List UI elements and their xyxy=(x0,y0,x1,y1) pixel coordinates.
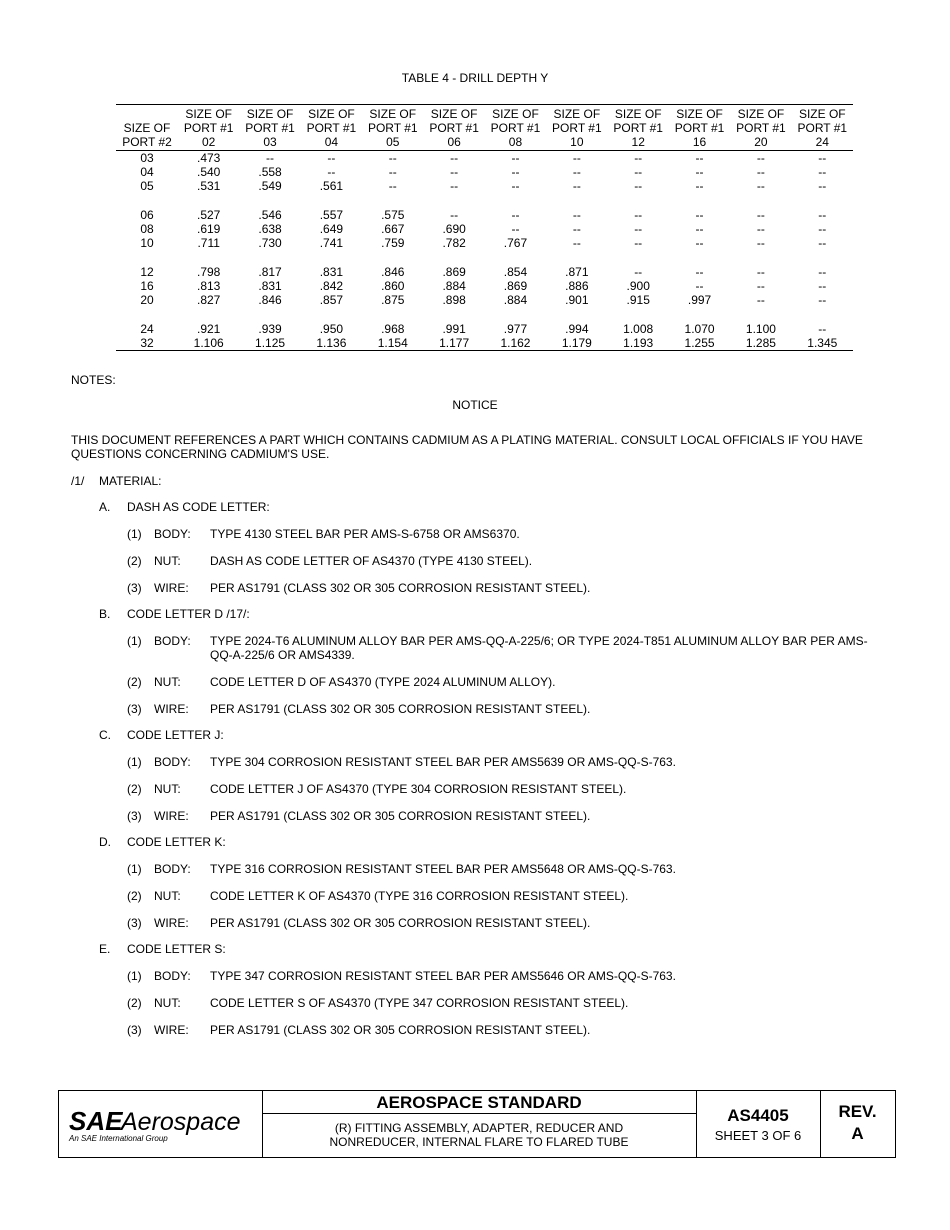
item-number: (1) xyxy=(127,969,142,983)
table-cell: .842 xyxy=(319,279,344,293)
column-header xyxy=(546,105,607,151)
table-cell: .782 xyxy=(442,236,466,250)
table-cell: .871 xyxy=(565,265,589,279)
item-number: (1) xyxy=(127,527,142,541)
notice-heading: NOTICE xyxy=(452,398,498,412)
header-line: 08 xyxy=(508,135,523,149)
table-cell: -- xyxy=(634,222,643,236)
item-number: (1) xyxy=(127,862,142,876)
header-line: PORT #1 xyxy=(245,121,295,135)
table-cell: -- xyxy=(511,151,520,165)
table-cell: -- xyxy=(818,179,827,193)
header-line: 24 xyxy=(815,135,829,149)
logo-sae-text: SAE xyxy=(69,1106,123,1136)
title-block xyxy=(58,1090,896,1158)
table-cell: -- xyxy=(695,236,704,250)
row-header-cell: 32 xyxy=(140,336,154,350)
table-row xyxy=(116,222,853,236)
item-text: TYPE 4130 STEEL BAR PER AMS-S-6758 OR AMS6370. xyxy=(210,527,520,541)
table-cell: -- xyxy=(511,165,520,179)
column-header xyxy=(485,105,546,151)
table-row xyxy=(116,322,853,336)
column-header xyxy=(608,105,669,151)
item-text: TYPE 316 CORROSION RESISTANT STEEL BAR PER AMS5648 OR AMS-QQ-S-763. xyxy=(210,862,676,876)
item-label: NUT: xyxy=(154,782,181,796)
table-cell: 1.193 xyxy=(623,336,654,350)
row-header-cell: 16 xyxy=(140,279,154,293)
table-cell: .575 xyxy=(381,208,405,222)
table-cell: -- xyxy=(695,151,704,165)
item-text: CODE LETTER K OF AS4370 (TYPE 316 CORROSION RESISTANT STEEL). xyxy=(210,889,629,903)
column-header xyxy=(239,105,300,151)
table-cell: .857 xyxy=(319,293,344,307)
item-text: CODE LETTER J OF AS4370 (TYPE 304 CORROSION RESISTANT STEEL). xyxy=(210,782,627,796)
row-header-cell: 24 xyxy=(140,322,154,336)
header-line: 12 xyxy=(631,135,645,149)
table-cell: .730 xyxy=(258,236,282,250)
table-row xyxy=(116,208,853,222)
table-cell: .546 xyxy=(258,208,282,222)
row-group-spacer xyxy=(116,307,853,322)
header-line: PORT #1 xyxy=(183,121,234,135)
header-line: SIZE OF xyxy=(737,107,785,121)
table-cell: .869 xyxy=(503,279,528,293)
table-cell: .649 xyxy=(319,222,344,236)
table-cell: -- xyxy=(511,179,520,193)
column-header xyxy=(423,105,484,151)
item-label: NUT: xyxy=(154,996,181,1010)
table-cell: -- xyxy=(818,165,827,179)
table-cell: 1.154 xyxy=(377,336,408,350)
item-label: NUT: xyxy=(154,675,181,689)
note-title: MATERIAL: xyxy=(99,474,162,488)
table-cell: .994 xyxy=(565,322,589,336)
table-cell: -- xyxy=(327,151,336,165)
table-cell: .619 xyxy=(197,222,221,236)
header-line: SIZE OF xyxy=(798,107,846,121)
table-cell: .921 xyxy=(197,322,221,336)
table-cell: -- xyxy=(818,279,827,293)
table-cell: -- xyxy=(450,165,459,179)
item-number: (1) xyxy=(127,755,142,769)
table-cell: .741 xyxy=(319,236,344,250)
table-cell: .968 xyxy=(381,322,405,336)
item-text: TYPE 347 CORROSION RESISTANT STEEL BAR PER AMS5646 OR AMS-QQ-S-763. xyxy=(210,969,676,983)
table-cell: 1.177 xyxy=(439,336,470,350)
item-label: WIRE: xyxy=(154,1023,189,1037)
item-text: DASH AS CODE LETTER OF AS4370 (TYPE 4130 STEEL). xyxy=(210,554,533,568)
row-header-cell: 12 xyxy=(140,265,154,279)
note-marker: /1/ xyxy=(71,474,85,488)
table-cell: .846 xyxy=(258,293,282,307)
row-header-cell: 03 xyxy=(140,151,154,165)
header-line: SIZE OF xyxy=(430,107,478,121)
table-row xyxy=(116,293,853,307)
header-line: SIZE OF xyxy=(369,107,417,121)
table-cell: .900 xyxy=(626,279,650,293)
table-title: TABLE 4 - DRILL DEPTH Y xyxy=(401,71,549,85)
item-number: (2) xyxy=(127,675,142,689)
table-cell: .875 xyxy=(381,293,405,307)
table-cell: -- xyxy=(756,293,765,307)
table-cell: -- xyxy=(756,236,765,250)
item-text: PER AS1791 (CLASS 302 OR 305 CORROSION RESISTANT STEEL). xyxy=(210,702,591,716)
header-line: PORT #2 xyxy=(122,135,172,149)
table-cell: .884 xyxy=(503,293,528,307)
table-cell: 1.008 xyxy=(623,322,654,336)
header-line: SIZE OF xyxy=(492,107,539,121)
table-cell: .759 xyxy=(381,236,405,250)
table-row xyxy=(116,336,853,351)
table-cell: .767 xyxy=(503,236,528,250)
drill-depth-table xyxy=(116,104,853,351)
item-number: (2) xyxy=(127,782,142,796)
header-line: SIZE OF xyxy=(676,107,723,121)
header-line: 04 xyxy=(324,135,339,149)
table-row xyxy=(116,151,853,166)
logo-tagline: An SAE International Group xyxy=(69,1134,168,1143)
table-cell: -- xyxy=(695,165,704,179)
table-cell: -- xyxy=(266,151,275,165)
document-number-cell xyxy=(696,1091,821,1157)
item-text: PER AS1791 (CLASS 302 OR 305 CORROSION RESISTANT STEEL). xyxy=(210,581,591,595)
table-cell: .915 xyxy=(626,293,650,307)
section-title: CODE LETTER J: xyxy=(127,728,224,742)
table-body xyxy=(116,151,853,351)
item-number: (1) xyxy=(127,634,142,648)
table-cell: .860 xyxy=(381,279,405,293)
notice-text: THIS DOCUMENT REFERENCES A PART WHICH CONTAINS CADMIUM AS A PLATING MATERIAL. CONSULT LOCAL OFFICIALS IF YOU HAVE QUESTIONS CONCERNING CADMIUM'S USE. xyxy=(71,433,863,461)
table-cell: 1.125 xyxy=(255,336,286,350)
document-title-line-1: (R) FITTING ASSEMBLY, ADAPTER, REDUCER AND xyxy=(334,1121,624,1135)
table-cell: -- xyxy=(695,265,704,279)
section-letter: E. xyxy=(99,942,111,956)
item-label: BODY: xyxy=(154,755,191,769)
section-letter: D. xyxy=(99,835,111,849)
item-text: PER AS1791 (CLASS 302 OR 305 CORROSION RESISTANT STEEL). xyxy=(210,809,591,823)
header-line: 16 xyxy=(692,135,707,149)
item-label: BODY: xyxy=(154,634,191,648)
section-letter: A. xyxy=(99,500,111,514)
table-cell: .558 xyxy=(258,165,282,179)
table-cell: -- xyxy=(818,265,827,279)
table-cell: -- xyxy=(756,165,765,179)
header-line: PORT #1 xyxy=(797,121,848,135)
header-line: SIZE OF xyxy=(246,107,294,121)
table-cell: -- xyxy=(511,222,520,236)
table-cell: -- xyxy=(818,236,827,250)
table-cell: -- xyxy=(634,236,643,250)
table-cell: .846 xyxy=(381,265,405,279)
table-cell: .527 xyxy=(197,208,221,222)
table-cell: -- xyxy=(756,208,765,222)
table-cell: -- xyxy=(572,222,581,236)
item-label: WIRE: xyxy=(154,916,189,930)
table-cell: 1.136 xyxy=(316,336,347,350)
column-header xyxy=(178,105,239,151)
table-row xyxy=(116,265,853,279)
table-cell: -- xyxy=(388,151,397,165)
table-cell: -- xyxy=(818,293,827,307)
row-header-cell: 10 xyxy=(140,236,154,250)
table-cell: -- xyxy=(818,322,827,336)
table-cell: 1.100 xyxy=(745,322,776,336)
table-cell: -- xyxy=(695,208,704,222)
item-label: BODY: xyxy=(154,527,191,541)
title-cell xyxy=(262,1091,697,1157)
logo-cell xyxy=(59,1091,263,1157)
revision-cell xyxy=(820,1091,895,1157)
table-cell: -- xyxy=(388,165,397,179)
item-text: TYPE 304 CORROSION RESISTANT STEEL BAR PER AMS5639 OR AMS-QQ-S-763. xyxy=(210,755,676,769)
table-cell: -- xyxy=(388,179,397,193)
table-cell: .997 xyxy=(687,293,712,307)
item-number: (3) xyxy=(127,916,142,930)
table-cell: -- xyxy=(756,151,765,165)
spacer-cell xyxy=(116,307,853,322)
table-cell: -- xyxy=(818,222,827,236)
revision-label: REV. xyxy=(838,1102,877,1121)
table-cell: -- xyxy=(818,151,827,165)
row-header-cell: 08 xyxy=(140,222,154,236)
table-cell: .557 xyxy=(319,208,344,222)
table-cell: -- xyxy=(634,265,643,279)
table-cell: 1.106 xyxy=(193,336,224,350)
table-cell: .690 xyxy=(442,222,466,236)
table-cell: .827 xyxy=(197,293,221,307)
item-number: (2) xyxy=(127,554,142,568)
column-header xyxy=(730,105,791,151)
table-cell: 1.179 xyxy=(561,336,592,350)
sae-aerospace-logo xyxy=(59,1091,262,1157)
header-row xyxy=(116,105,853,151)
header-line: SIZE OF xyxy=(553,107,601,121)
table-cell: .950 xyxy=(319,322,344,336)
header-line: PORT #1 xyxy=(490,121,541,135)
row-group-spacer xyxy=(116,250,853,265)
table-cell: -- xyxy=(756,279,765,293)
header-line: 10 xyxy=(570,135,584,149)
section-title: CODE LETTER K: xyxy=(127,835,226,849)
header-line: PORT #1 xyxy=(552,121,602,135)
table-cell: .869 xyxy=(442,265,466,279)
table-cell: .473 xyxy=(197,151,221,165)
table-cell: .831 xyxy=(258,279,282,293)
column-header xyxy=(301,105,362,151)
table-cell: -- xyxy=(634,165,643,179)
table-cell: .531 xyxy=(197,179,221,193)
header-line: SIZE OF xyxy=(614,107,662,121)
section-title: CODE LETTER S: xyxy=(127,942,226,956)
table-header xyxy=(116,105,853,151)
table-cell: -- xyxy=(634,179,643,193)
item-label: BODY: xyxy=(154,969,191,983)
header-line: 06 xyxy=(447,135,461,149)
header-line xyxy=(116,107,178,121)
table-cell: -- xyxy=(756,179,765,193)
column-header xyxy=(116,105,178,151)
item-label: WIRE: xyxy=(154,702,189,716)
row-header-cell: 20 xyxy=(140,293,154,307)
table-cell: -- xyxy=(511,208,520,222)
table-cell: 1.070 xyxy=(684,322,715,336)
row-header-cell: 06 xyxy=(140,208,154,222)
table-cell: .798 xyxy=(197,265,221,279)
table-cell: .854 xyxy=(503,265,528,279)
table-cell: .939 xyxy=(258,322,282,336)
table-cell: 1.345 xyxy=(807,336,838,350)
table-cell: .886 xyxy=(565,279,589,293)
document-number: AS4405 xyxy=(727,1106,789,1125)
item-label: NUT: xyxy=(154,554,181,568)
table-row xyxy=(116,165,853,179)
header-line: PORT #1 xyxy=(613,121,663,135)
row-header-cell: 05 xyxy=(140,179,154,193)
table-cell: -- xyxy=(572,165,581,179)
section-title: DASH AS CODE LETTER: xyxy=(127,500,270,514)
table-cell: -- xyxy=(818,208,827,222)
item-number: (2) xyxy=(127,889,142,903)
header-line: SIZE OF xyxy=(308,107,355,121)
table-cell: .540 xyxy=(197,165,221,179)
table-cell: .831 xyxy=(319,265,344,279)
document-title xyxy=(262,1121,696,1149)
table-cell: -- xyxy=(756,222,765,236)
table-cell: .991 xyxy=(442,322,466,336)
table-cell: -- xyxy=(695,179,704,193)
item-number: (3) xyxy=(127,809,142,823)
table-cell: .901 xyxy=(565,293,589,307)
notes-label: NOTES: xyxy=(71,373,116,387)
item-number: (2) xyxy=(127,996,142,1010)
item-number: (3) xyxy=(127,702,142,716)
spacer-cell xyxy=(116,250,853,265)
spacer-cell xyxy=(116,193,853,208)
header-line: PORT #1 xyxy=(367,121,418,135)
header-line: PORT #1 xyxy=(429,121,479,135)
section-title: CODE LETTER D /17/: xyxy=(127,607,250,621)
item-number: (3) xyxy=(127,581,142,595)
table-cell: 1.285 xyxy=(745,336,776,350)
header-line: PORT #1 xyxy=(674,121,725,135)
table-cell: .638 xyxy=(258,222,282,236)
table-row xyxy=(116,179,853,193)
table-cell: .817 xyxy=(258,265,282,279)
column-header xyxy=(669,105,730,151)
document-title-line-2: NONREDUCER, INTERNAL FLARE TO FLARED TUBE xyxy=(329,1135,629,1149)
column-header xyxy=(362,105,423,151)
standard-heading: AEROSPACE STANDARD xyxy=(262,1091,696,1114)
item-label: WIRE: xyxy=(154,809,189,823)
table-cell: -- xyxy=(450,208,459,222)
table-cell: 1.162 xyxy=(500,336,531,350)
item-text: TYPE 2024-T6 ALUMINUM ALLOY BAR PER AMS-QQ-A-225/6; OR TYPE 2024-T851 ALUMINUM ALLOY BAR PER AMS-QQ-A-225/6 OR AMS4339. xyxy=(210,634,868,662)
table-cell: -- xyxy=(634,208,643,222)
table-cell: -- xyxy=(695,279,704,293)
item-label: WIRE: xyxy=(154,581,189,595)
header-line: 20 xyxy=(754,135,768,149)
column-header xyxy=(792,105,853,151)
table-cell: .884 xyxy=(442,279,466,293)
header-line: PORT #1 xyxy=(736,121,786,135)
item-number: (3) xyxy=(127,1023,142,1037)
table-cell: .711 xyxy=(197,236,220,250)
logo-aerospace-text: Aerospace xyxy=(121,1108,241,1136)
item-label: NUT: xyxy=(154,889,181,903)
table-row xyxy=(116,279,853,293)
item-text: PER AS1791 (CLASS 302 OR 305 CORROSION RESISTANT STEEL). xyxy=(210,916,591,930)
row-group-spacer xyxy=(116,193,853,208)
item-text: CODE LETTER S OF AS4370 (TYPE 347 CORROSION RESISTANT STEEL). xyxy=(210,996,629,1010)
header-line: 02 xyxy=(202,135,216,149)
header-line: SIZE OF xyxy=(123,121,171,135)
table-cell: .549 xyxy=(258,179,282,193)
row-header-cell: 04 xyxy=(140,165,154,179)
revision-value: A xyxy=(851,1124,864,1143)
header-line: 03 xyxy=(263,135,277,149)
table-cell: .898 xyxy=(442,293,466,307)
section-letter: B. xyxy=(99,607,111,621)
section-letter: C. xyxy=(99,728,111,742)
table-cell: -- xyxy=(572,179,581,193)
table-cell: -- xyxy=(572,208,581,222)
sheet-number: SHEET 3 OF 6 xyxy=(714,1128,802,1143)
table-cell: -- xyxy=(695,222,704,236)
table-cell: .813 xyxy=(197,279,221,293)
table-cell: -- xyxy=(756,265,765,279)
table-cell: -- xyxy=(327,165,336,179)
header-line: PORT #1 xyxy=(306,121,357,135)
table-row xyxy=(116,236,853,250)
table-cell: .667 xyxy=(381,222,405,236)
table-cell: -- xyxy=(572,236,581,250)
table-cell: 1.255 xyxy=(684,336,715,350)
table-cell: .561 xyxy=(319,179,344,193)
header-line: SIZE OF xyxy=(185,107,233,121)
table-cell: .977 xyxy=(503,322,528,336)
table-cell: -- xyxy=(450,179,459,193)
item-text: PER AS1791 (CLASS 302 OR 305 CORROSION RESISTANT STEEL). xyxy=(210,1023,591,1037)
table-cell: -- xyxy=(634,151,643,165)
item-text: CODE LETTER D OF AS4370 (TYPE 2024 ALUMINUM ALLOY). xyxy=(210,675,556,689)
header-line: 05 xyxy=(386,135,400,149)
table-cell: -- xyxy=(450,151,459,165)
item-label: BODY: xyxy=(154,862,191,876)
table-cell: -- xyxy=(572,151,581,165)
